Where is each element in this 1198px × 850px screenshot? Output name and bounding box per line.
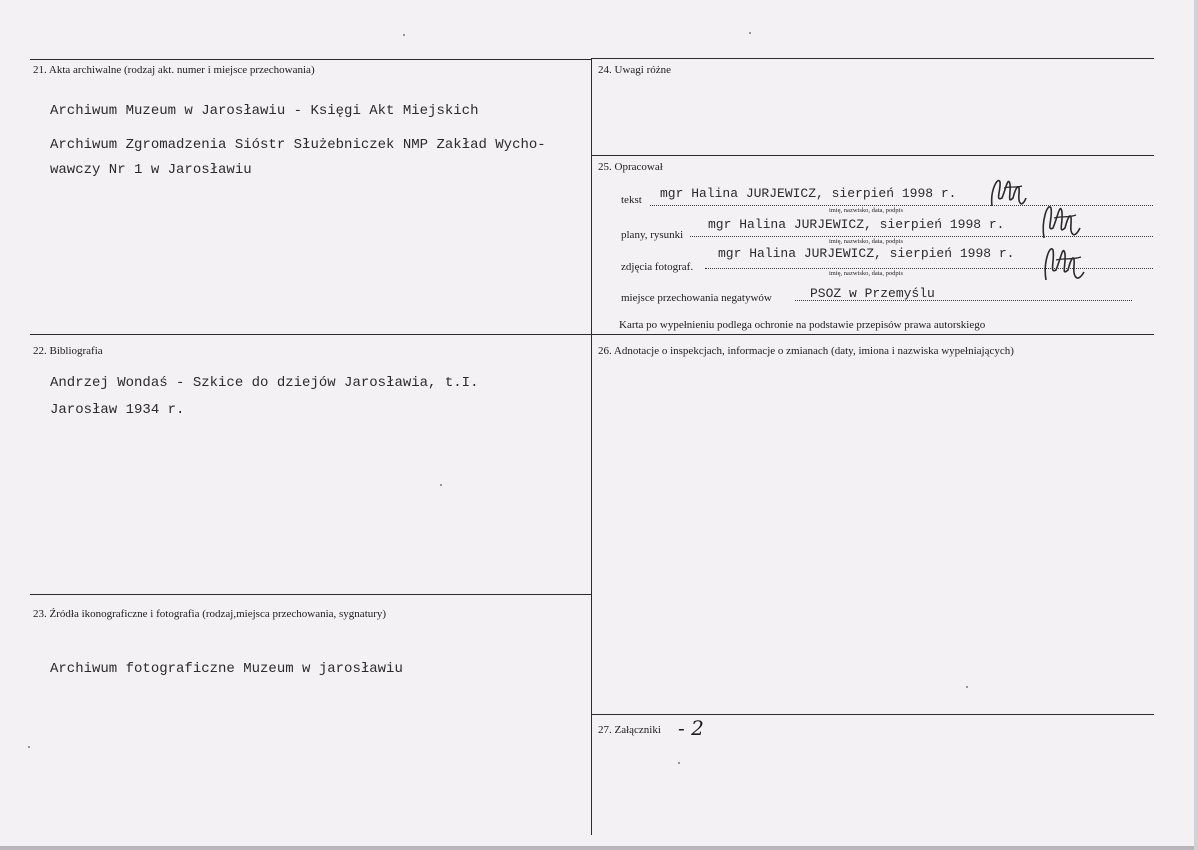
photos-author-label: zdjęcia fotograf.: [621, 261, 694, 273]
signature-3: [1040, 236, 1090, 288]
scan-speck: [966, 686, 968, 688]
copyright-note: Karta po wypełnieniu podlega ochronie na podstawie przepisów prawa autorskiego: [619, 319, 986, 331]
negatives-label: miejsce przechowania negatywów: [621, 292, 772, 304]
author-text-label: tekst: [621, 194, 642, 206]
scan-speck: [403, 34, 405, 36]
top-border-left: [30, 59, 591, 60]
photos-author-caption: imię, nazwisko, data, podpis: [829, 270, 904, 277]
signature-1: [986, 168, 1036, 214]
scan-speck: [678, 762, 680, 764]
center-divider: [591, 59, 592, 835]
author-text-value: mgr Halina JURJEWICZ, sierpień 1998 r.: [660, 186, 957, 201]
paper-edge-bottom: [0, 846, 1198, 850]
scan-speck: [28, 746, 30, 748]
section-21-line-1: Archiwum Muzeum w Jarosławiu - Księgi Akt Miejskich: [50, 103, 479, 119]
divider-21-22: [30, 334, 591, 335]
negatives-value: PSOZ w Przemyślu: [810, 286, 935, 301]
section-21-line-2: Archiwum Zgromadzenia Sióstr Służebniczek NMP Zakład Wycho-: [50, 137, 546, 153]
drawings-author-caption: imię, nazwisko, data, podpis: [829, 238, 904, 245]
author-text-caption: imię, nazwisko, data, podpis: [829, 207, 904, 214]
section-22-line-2: Jarosław 1934 r.: [50, 402, 185, 418]
photos-author-value: mgr Halina JURJEWICZ, sierpień 1998 r.: [718, 246, 1015, 261]
section-23-line-1: Archiwum fotograficzne Muzeum w jarosławiu: [50, 661, 403, 677]
paper-edge-right: [1194, 0, 1198, 850]
section-25-label: 25. Opracował: [598, 161, 663, 173]
section-21-label: 21. Akta archiwalne (rodzaj akt. numer i miejsce przechowania): [33, 64, 315, 76]
scan-speck: [440, 484, 442, 486]
section-22-line-1: Andrzej Wondaś - Szkice do dziejów Jarosławia, t.I.: [50, 375, 479, 391]
section-27-label: 27. Załączniki: [598, 724, 661, 736]
divider-26-27: [591, 714, 1154, 715]
top-border-right: [591, 58, 1154, 59]
section-24-label: 24. Uwagi różne: [598, 64, 672, 76]
scan-speck: [749, 32, 751, 34]
section-22-label: 22. Bibliografia: [33, 345, 103, 357]
section-23-label: 23. Źródła ikonograficzne i fotografia (rodzaj,miejsca przechowania, sygnatury): [33, 608, 387, 620]
divider-22-23: [30, 594, 591, 595]
drawings-author-value: mgr Halina JURJEWICZ, sierpień 1998 r.: [708, 217, 1005, 232]
section-21-line-3: wawczy Nr 1 w Jarosławiu: [50, 162, 252, 178]
section-26-label: 26. Adnotacje o inspekcjach, informacje o zmianach (daty, imiona i nazwiska wypełniających): [598, 345, 1014, 357]
attachments-count: - 2: [678, 716, 704, 740]
divider-25-26: [591, 334, 1154, 335]
divider-24-25: [591, 155, 1154, 156]
drawings-author-label: plany, rysunki: [621, 229, 684, 241]
